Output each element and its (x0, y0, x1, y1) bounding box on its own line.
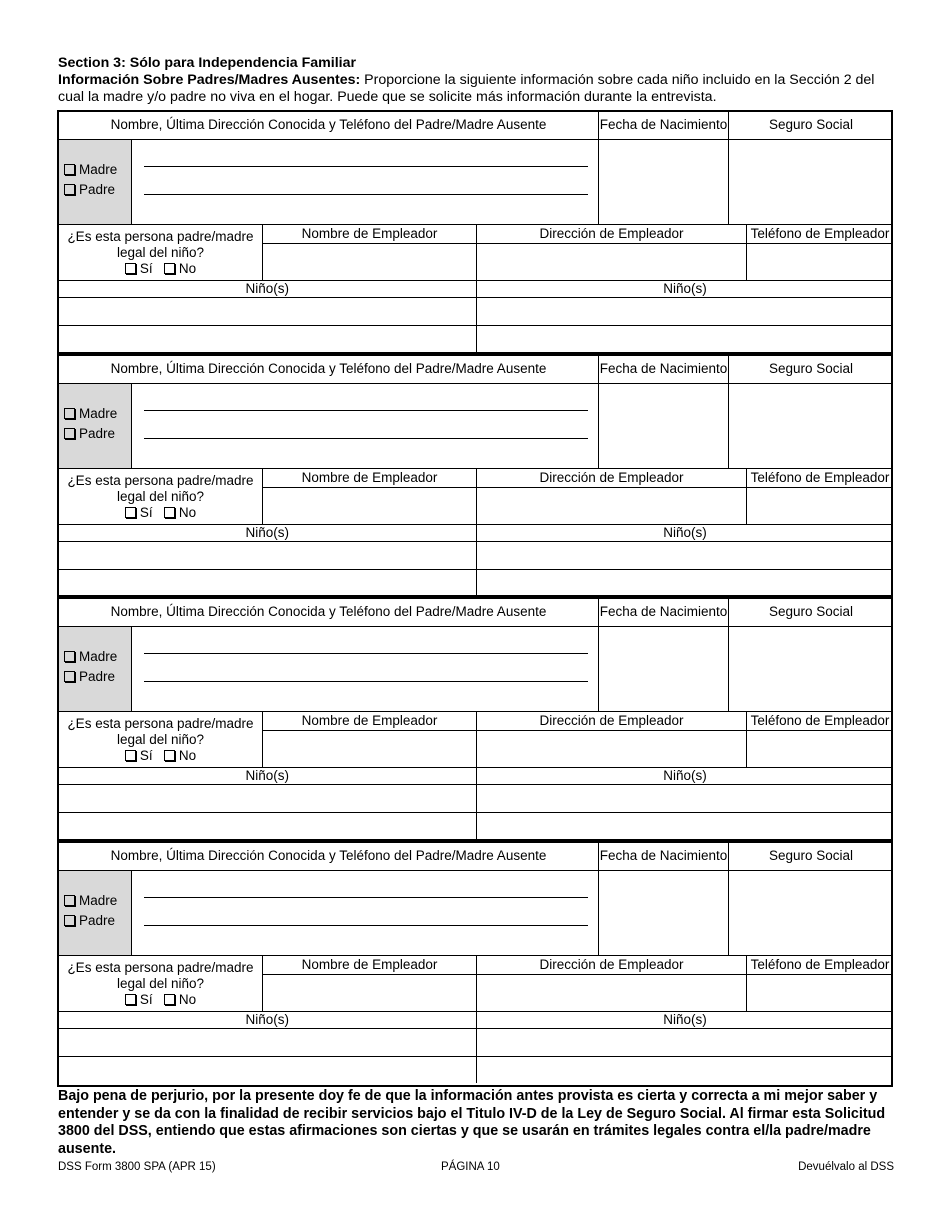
yes-option[interactable] (125, 992, 153, 1007)
social-security-header: Seguro Social (728, 599, 893, 627)
legal-parent-q2: legal del niño? (116, 488, 205, 504)
birth-date-header: Fecha de Nacimiento (598, 843, 728, 871)
employer-address-field[interactable] (476, 731, 746, 767)
yes-checkbox[interactable] (125, 263, 136, 274)
social-security-field[interactable] (728, 627, 893, 711)
intro-text: Proporcione la siguiente información sobre cada niño incluido en la Sección 2 del cual la madre y/o padre no viva en el hogar. Puede que se solicite más información durante la entrevista. (58, 72, 875, 105)
absent-parent-block (59, 599, 891, 843)
no-label: No (178, 748, 197, 763)
legal-parent-q1: ¿Es esta persona padre/madre (67, 959, 254, 975)
birth-date-field[interactable] (598, 871, 728, 955)
mother-checkbox[interactable] (64, 651, 75, 662)
employer-address-header: Dirección de Empleador (476, 468, 746, 488)
child-field[interactable] (59, 813, 476, 839)
child-field[interactable] (476, 1029, 893, 1057)
children-header-left: Niño(s) (59, 767, 476, 785)
no-checkbox[interactable] (164, 750, 175, 761)
children-header-right: Niño(s) (476, 280, 893, 298)
mother-label: Madre (79, 162, 118, 177)
name-line[interactable] (144, 653, 588, 654)
children-header-left: Niño(s) (59, 524, 476, 542)
child-field[interactable] (59, 298, 476, 326)
absent-parent-block (59, 843, 891, 1085)
employer-phone-field[interactable] (746, 731, 893, 767)
father-option[interactable] (64, 913, 115, 928)
section-title: Section 3: Sólo para Independencia Familiar (58, 55, 357, 71)
mother-label: Madre (79, 405, 118, 421)
social-security-header: Seguro Social (728, 843, 893, 871)
yes-checkbox[interactable] (125, 750, 136, 761)
legal-parent-q1: ¿Es esta persona padre/madre (67, 716, 254, 731)
no-label: No (178, 991, 197, 1007)
yes-option[interactable] (125, 748, 153, 763)
child-field[interactable] (476, 813, 893, 839)
employer-address-header: Dirección de Empleador (476, 711, 746, 731)
birth-date-field[interactable] (598, 627, 728, 711)
employer-phone-header: Teléfono de Empleador (746, 224, 893, 244)
perjury-attestation: Bajo pena de perjurio, por la presente doy fe de que la información antes provista es cierta y correcta a mi mejor saber y entender y se da con la finalidad de recibir servicios bajo el Titulo IV-D de la Ley de Seguro Social. Al firmar esta Solicitud 3800 del DSS, entiendo que estas afirmaciones son ciertas y que se usarán en trámites legales contra el/la padre/madre ausente. (58, 1088, 886, 1157)
name-address-header: Nombre, Última Dirección Conocida y Teléfono del Padre/Madre Ausente (59, 356, 598, 384)
no-option[interactable] (164, 261, 196, 276)
parent-type-cell (59, 871, 132, 955)
legal-parent-q2: legal del niño? (116, 732, 205, 747)
father-checkbox[interactable] (64, 184, 75, 195)
child-field[interactable] (476, 326, 893, 352)
social-security-field[interactable] (728, 384, 893, 468)
no-checkbox[interactable] (164, 263, 175, 274)
address-line[interactable] (144, 194, 588, 195)
social-security-header: Seguro Social (728, 356, 893, 384)
parent-type-cell (59, 140, 132, 224)
children-header-right: Niño(s) (476, 524, 893, 542)
yes-label: Sí (139, 991, 153, 1007)
child-field[interactable] (59, 1057, 476, 1083)
father-option[interactable] (64, 669, 115, 684)
form-id: DSS Form 3800 SPA (APR 15) (58, 1161, 216, 1173)
birth-date-field[interactable] (598, 140, 728, 224)
birth-date-header: Fecha de Nacimiento (598, 112, 728, 140)
address-line[interactable] (144, 438, 588, 439)
yes-label: Sí (139, 748, 153, 763)
legal-parent-q2: legal del niño? (116, 975, 205, 991)
legal-parent-q1: ¿Es esta persona padre/madre (67, 229, 254, 244)
no-label: No (178, 261, 197, 276)
employer-name-field[interactable] (262, 244, 476, 280)
social-security-field[interactable] (728, 140, 893, 224)
father-checkbox[interactable] (64, 915, 75, 926)
name-address-header: Nombre, Última Dirección Conocida y Teléfono del Padre/Madre Ausente (59, 599, 598, 627)
intro-bold: Información Sobre Padres/Madres Ausentes: (58, 72, 361, 88)
no-checkbox[interactable] (164, 507, 175, 518)
employer-phone-field[interactable] (746, 975, 893, 1011)
yes-label: Sí (139, 504, 153, 520)
section-header (58, 55, 898, 106)
yes-checkbox[interactable] (125, 994, 136, 1005)
no-checkbox[interactable] (164, 994, 175, 1005)
employer-address-field[interactable] (476, 244, 746, 280)
child-field[interactable] (59, 542, 476, 570)
child-field[interactable] (476, 298, 893, 326)
father-label: Padre (79, 669, 116, 684)
employer-name-field[interactable] (262, 731, 476, 767)
address-line[interactable] (144, 681, 588, 682)
child-field[interactable] (59, 1029, 476, 1057)
intro-paragraph (58, 72, 898, 106)
absent-parent-block (59, 356, 891, 600)
social-security-field[interactable] (728, 871, 893, 955)
mother-option[interactable] (64, 649, 117, 664)
father-label: Padre (79, 912, 116, 928)
employer-name-field[interactable] (262, 975, 476, 1011)
legal-parent-question (59, 711, 262, 767)
birth-date-header: Fecha de Nacimiento (598, 599, 728, 627)
employer-phone-header: Teléfono de Empleador (746, 468, 893, 488)
no-option[interactable] (164, 748, 196, 763)
parent-type-cell (59, 627, 132, 711)
no-option[interactable] (164, 992, 196, 1007)
mother-option[interactable] (64, 162, 117, 177)
name-address-header: Nombre, Última Dirección Conocida y Teléfono del Padre/Madre Ausente (59, 843, 598, 871)
children-header-left: Niño(s) (59, 1011, 476, 1029)
employer-name-header: Nombre de Empleador (262, 468, 476, 488)
address-line[interactable] (144, 925, 588, 926)
employer-address-header: Dirección de Empleador (476, 224, 746, 244)
father-label: Padre (79, 182, 116, 197)
mother-option[interactable] (64, 406, 117, 421)
absent-parents-form (57, 110, 893, 1087)
no-label: No (178, 504, 197, 520)
page-number: PÁGINA 10 (441, 1161, 500, 1173)
mother-label: Madre (79, 649, 118, 664)
employer-name-header: Nombre de Empleador (262, 711, 476, 731)
name-line[interactable] (144, 897, 588, 898)
name-line[interactable] (144, 166, 588, 167)
mother-label: Madre (79, 892, 118, 908)
employer-phone-header: Teléfono de Empleador (746, 955, 893, 975)
children-header-right: Niño(s) (476, 1011, 893, 1029)
parent-type-cell (59, 384, 132, 468)
legal-parent-question (59, 955, 262, 1011)
birth-date-header: Fecha de Nacimiento (598, 356, 728, 384)
name-address-header: Nombre, Última Dirección Conocida y Teléfono del Padre/Madre Ausente (59, 112, 598, 140)
legal-parent-q2: legal del niño? (116, 245, 205, 260)
children-header-left: Niño(s) (59, 280, 476, 298)
employer-phone-field[interactable] (746, 244, 893, 280)
employer-address-field[interactable] (476, 488, 746, 524)
child-field[interactable] (476, 785, 893, 813)
children-header-right: Niño(s) (476, 767, 893, 785)
father-checkbox[interactable] (64, 428, 75, 439)
legal-parent-question (59, 468, 262, 524)
employer-name-header: Nombre de Empleador (262, 955, 476, 975)
child-field[interactable] (476, 542, 893, 570)
mother-checkbox[interactable] (64, 164, 75, 175)
yes-label: Sí (139, 261, 153, 276)
mother-checkbox[interactable] (64, 895, 75, 906)
employer-address-header: Dirección de Empleador (476, 955, 746, 975)
father-checkbox[interactable] (64, 671, 75, 682)
father-option[interactable] (64, 182, 115, 197)
child-field[interactable] (476, 1057, 893, 1083)
child-field[interactable] (476, 570, 893, 596)
yes-option[interactable] (125, 261, 153, 276)
legal-parent-q1: ¿Es esta persona padre/madre (67, 472, 254, 488)
birth-date-field[interactable] (598, 384, 728, 468)
child-field[interactable] (59, 570, 476, 596)
employer-name-header: Nombre de Empleador (262, 224, 476, 244)
mother-checkbox[interactable] (64, 408, 75, 419)
father-label: Padre (79, 425, 116, 441)
social-security-header: Seguro Social (728, 112, 893, 140)
employer-name-field[interactable] (262, 488, 476, 524)
child-field[interactable] (59, 785, 476, 813)
yes-option[interactable] (125, 505, 153, 520)
employer-address-field[interactable] (476, 975, 746, 1011)
child-field[interactable] (59, 326, 476, 352)
name-line[interactable] (144, 410, 588, 411)
employer-phone-header: Teléfono de Empleador (746, 711, 893, 731)
return-instruction: Devuélvalo al DSS (798, 1161, 894, 1173)
no-option[interactable] (164, 505, 196, 520)
yes-checkbox[interactable] (125, 507, 136, 518)
father-option[interactable] (64, 426, 115, 441)
employer-phone-field[interactable] (746, 488, 893, 524)
legal-parent-question (59, 224, 262, 280)
mother-option[interactable] (64, 893, 117, 908)
absent-parent-block (59, 112, 891, 356)
